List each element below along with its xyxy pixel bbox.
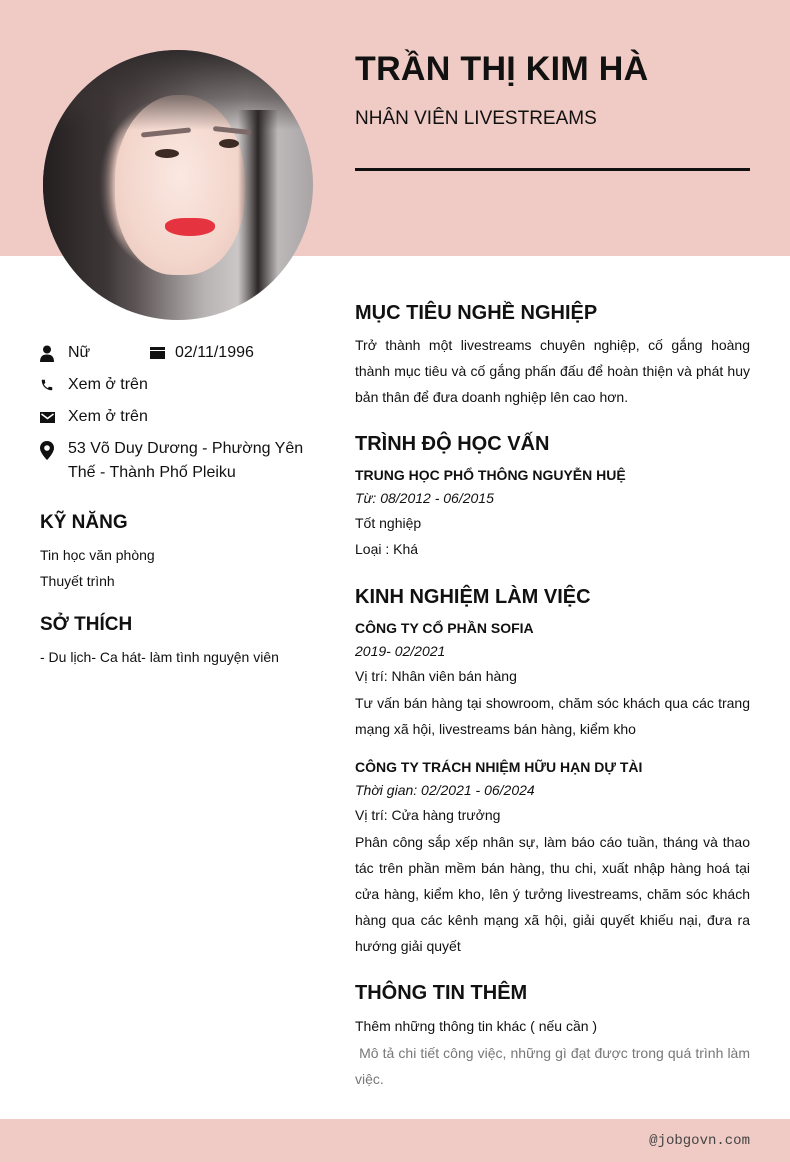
objective-text: Trở thành một livestreams chuyên nghiệp, cố gắng hoàng thành mục tiêu và cố gắng phấn đấu để hoàn thiện và phát huy bản thân để đưa doanh nghiệp lên cao hơn.: [355, 337, 750, 405]
education-period: Từ: 08/2012 - 06/2015: [355, 490, 494, 506]
additional-heading: THÔNG TIN THÊM: [355, 982, 528, 1004]
additional-line: Thêm những thông tin khác ( nếu cần ): [355, 1018, 598, 1034]
hobbies-heading: SỞ THÍCH: [40, 614, 133, 635]
birthday-row: [150, 341, 254, 365]
job-position: Vị trí: Nhân viên bán hàng: [355, 668, 517, 684]
address-row: [40, 437, 310, 485]
skill-item: Thuyết trình: [40, 573, 115, 589]
phone-row: [40, 373, 148, 397]
birthday-value: 02/11/1996: [175, 344, 254, 361]
email-row: [40, 405, 148, 429]
avatar-photo: [43, 50, 313, 320]
school-name: TRUNG HỌC PHỔ THÔNG NGUYỄN HUỆ: [355, 467, 626, 483]
objective-heading: MỤC TIÊU NGHỀ NGHIỆP: [355, 302, 598, 324]
experience-heading: KINH NGHIỆM LÀM VIỆC: [355, 586, 591, 608]
job-period: Thời gian: 02/2021 - 06/2024: [355, 782, 535, 798]
education-grade: Loại : Khá: [355, 541, 419, 557]
hobbies-text: - Du lịch- Ca hát- làm tình nguyện viên: [40, 649, 279, 665]
gender-value: Nữ: [68, 344, 91, 361]
job-period: 2019- 02/2021: [355, 643, 446, 659]
job-description: Tư vấn bán hàng tại showroom, chăm sóc khách qua các trang mạng xã hội, livestreams bán hàng, kiểm kho: [355, 695, 750, 737]
phone-value: Xem ở trên: [68, 376, 148, 393]
location-pin-icon: [40, 437, 68, 461]
job-position: Vị trí: Cửa hàng trưởng: [355, 807, 501, 823]
mail-icon: [40, 405, 68, 429]
title-divider: [355, 168, 750, 171]
company-name: CÔNG TY CỔ PHẦN SOFIA: [355, 620, 534, 636]
job-title: NHÂN VIÊN LIVESTREAMS: [355, 108, 597, 129]
address-line-1: 53 Võ Duy Dương - Phường Yên: [68, 440, 304, 457]
email-value: Xem ở trên: [68, 408, 148, 425]
skill-item: Tin học văn phòng: [40, 547, 155, 563]
phone-icon: [40, 373, 68, 397]
job-description: Phân công sắp xếp nhân sự, làm báo cáo tuần, tháng và thao tác trên phần mềm bán hàng, thu chi, xuất nhập hàng hoá tại cửa hàng, kiểm kho, lên ý tưởng livestreams, chăm sóc khách hàng qua các kênh mạng xã hội, giải quyết khiếu nại, đưa ra hướng giải quyết: [355, 834, 750, 954]
additional-placeholder: Mô tả chi tiết công việc, những gì đạt được trong quá trình làm việc.: [355, 1045, 754, 1087]
company-name: CÔNG TY TRÁCH NHIỆM HỮU HẠN DỰ TÀI: [355, 759, 643, 775]
education-heading: TRÌNH ĐỘ HỌC VẤN: [355, 433, 550, 455]
address-value: [68, 437, 303, 485]
gender-row: [40, 341, 90, 365]
education-status: Tốt nghiệp: [355, 515, 422, 531]
candidate-name: TRẦN THỊ KIM HÀ: [355, 50, 649, 88]
user-icon: [40, 341, 68, 365]
calendar-icon: [150, 341, 175, 365]
address-line-2: Thế - Thành Phố Pleiku: [68, 464, 236, 481]
skills-heading: KỸ NĂNG: [40, 512, 128, 533]
footer-watermark: @jobgovn.com: [649, 1133, 750, 1149]
